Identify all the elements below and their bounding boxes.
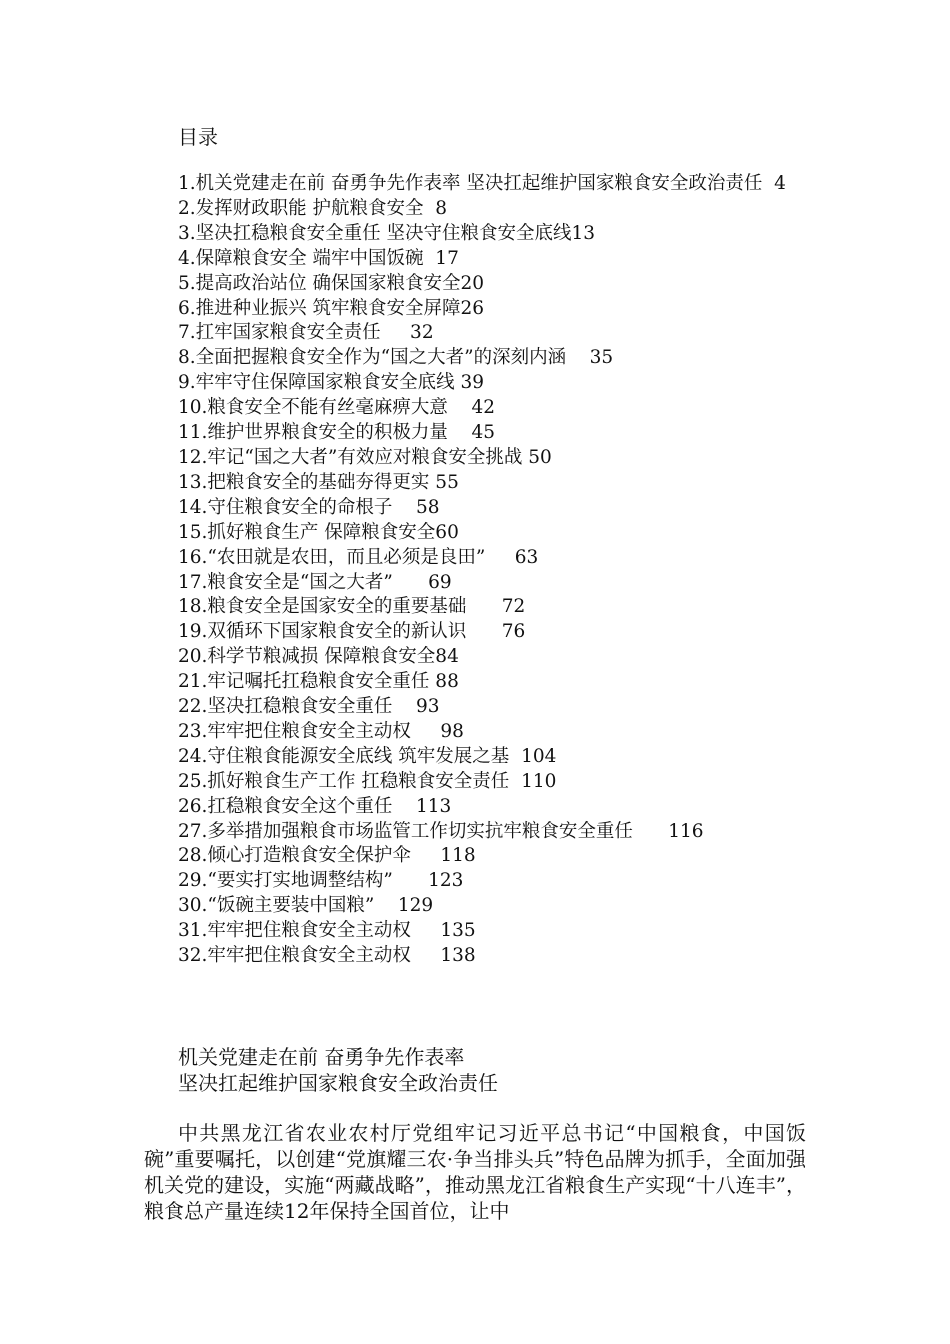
toc-item: 25.抓好粮食生产工作 扛稳粮食安全责任 110 [178,770,557,792]
toc-item: 16.“农田就是农田，而且必须是良田” 63 [178,546,539,568]
toc-item: 5.提高政治站位 确保国家粮食安全20 [178,272,485,294]
toc-item: 29.“要实打实地调整结构” 123 [178,870,464,892]
toc-item: 19.双循环下国家粮食安全的新认识 76 [178,621,526,643]
toc-item: 3.坚决扛稳粮食安全重任 坚决守住粮食安全底线13 [178,222,596,244]
toc-item: 9.牢牢守住保障国家粮食安全底线 39 [178,372,485,394]
toc-item: 28.倾心打造粮食安全保护伞 118 [178,845,476,867]
toc-item: 6.推进种业振兴 筑牢粮食安全屏障26 [178,297,485,319]
toc-item: 12.牢记“国之大者”有效应对粮食安全挑战 50 [178,446,552,468]
toc-heading: 目录 [178,125,218,149]
toc-item: 14.守住粮食安全的命根子 58 [178,496,440,518]
toc-item: 8.全面把握粮食安全作为“国之大者”的深刻内涵 35 [178,347,614,369]
article-title-line-2: 坚决扛起维护国家粮食安全政治责任 [178,1071,498,1095]
toc-item: 1.机关党建走在前 奋勇争先作表率 坚决扛起维护国家粮食安全政治责任 4 [178,173,786,194]
body-paragraph: 中共黑龙江省农业农村厅党组牢记习近平总书记“中国粮食，中国饭碗”重要嘱托，以创建“党旗耀三农·争当排头兵”特色品牌为抓手，全面加强机关党的建设，实施“两藏战略”，推动黑龙江省粮食生产实现“十八连丰”，粮食总产量连续12年保持全国首位，让中 [144,1121,806,1223]
toc-item: 23.牢牢把住粮食安全主动权 98 [178,720,464,742]
toc-item: 4.保障粮食安全 端牢中国饭碗 17 [178,247,459,269]
toc-item: 20.科学节粮减损 保障粮食安全84 [178,646,459,668]
toc-item: 32.牢牢把住粮食安全主动权 138 [178,945,476,967]
toc-item: 13.把粮食安全的基础夯得更实 55 [178,471,459,493]
toc-item: 17.粮食安全是“国之大者” 69 [178,571,452,593]
toc-item: 7.扛牢国家粮食安全责任 32 [178,322,434,344]
table-of-contents [144,172,812,969]
toc-item: 22.坚决扛稳粮食安全重任 93 [178,696,440,718]
toc-item: 21.牢记嘱托扛稳粮食安全重任 88 [178,671,459,693]
toc-item: 18.粮食安全是国家安全的重要基础 72 [178,596,526,618]
toc-item: 11.维护世界粮食安全的积极力量 45 [178,422,495,444]
article-title [178,1044,498,1096]
toc-item: 15.抓好粮食生产 保障粮食安全60 [178,521,459,543]
toc-item: 27.多举措加强粮食市场监管工作切实抗牢粮食安全重任 116 [178,820,704,842]
toc-item: 10.粮食安全不能有丝毫麻痹大意 42 [178,397,495,419]
toc-item: 26.扛稳粮食安全这个重任 113 [178,795,452,817]
toc-item: 31.牢牢把住粮食安全主动权 135 [178,920,476,942]
toc-item: 30.“饭碗主要装中国粮” 129 [178,895,434,917]
toc-item: 2.发挥财政职能 护航粮食安全 8 [178,197,448,219]
article-title-line-1: 机关党建走在前 奋勇争先作表率 [178,1045,465,1069]
toc-item: 24.守住粮食能源安全底线 筑牢发展之基 104 [178,745,557,767]
